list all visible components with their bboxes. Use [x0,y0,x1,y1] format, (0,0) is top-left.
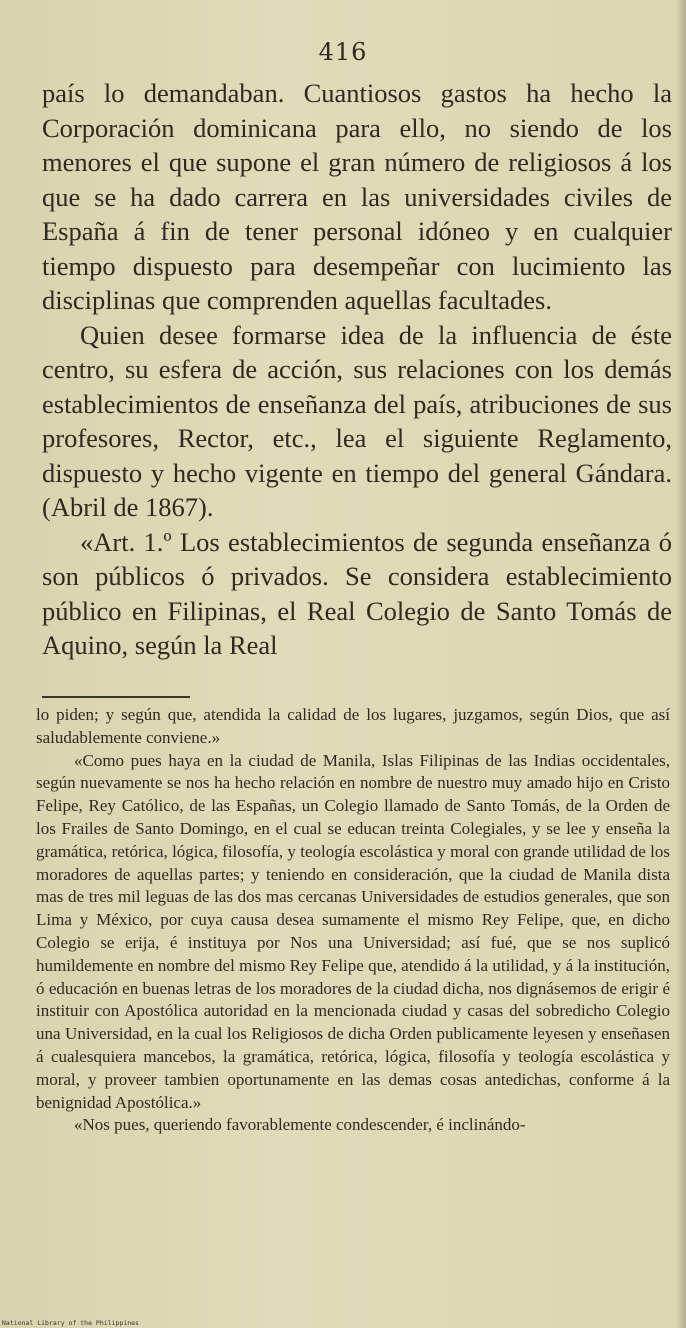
page-edge-shadow [676,0,686,1328]
main-paragraph: «Art. 1.º Los establecimientos de segunda enseñanza ó son públicos ó privados. Se considera establecimiento público en Filipinas, el Real Colegio de Santo Tomás de Aquino, según la Real [42,526,672,660]
main-paragraph: país lo demandaban. Cuantiosos gastos ha hecho la Corporación dominicana para ello, no siendo de los menores el que supone el gran número de religiosos á los que se ha dado carrera en las universidades civiles de España á fin de tener personal idóneo y en cualquier tiempo dispuesto para desempeñar con lucimiento las disciplinas que comprenden aquellas facultades. [42,78,672,315]
footnote-paragraph: «Como pues haya en la ciudad de Manila, Islas Filipinas de las Indias occidentales, según nuevamente se nos ha hecho relación en nombre de nuestro muy amado hijo en Cristo Felipe, Rey Católico, de las Españas, un Colegio llamado de Santo Tomás, de la Orden de los Frailes de Santo Domingo, en el cual se educan treinta Colegiales, y se lee y enseña la gramática, retórica, lógica, filosofía, y teología escolástica y moral con grande utilidad de los moradores de aquellas partes; y teniendo en consideración, que la ciudad de Manila dista mas de tres mil leguas de las dos mas cercanas Universidades de estudios generales, que son Lima y México, por cuya causa desea sumamente el mismo Rey Felipe, que, en dicho Colegio se erija, é instituya por Nos una Universidad; así fué, que se nos suplicó humildemente en nombre del mismo Rey Felipe que, atendido á la utilidad, y á la institución, ó educación en buenas letras de los moradores de la ciudad dicha, nos dignásemos de erigir é instituir con Apostólica autoridad en la mencionada ciudad y casas del sobredicho Colegio una Universidad, en la cual los Religiosos de dicha Orden publicamente leyesen y enseñasen á cualesquiera mancebos, la gramática, retórica, lógica, filosofía y teología escolástica y moral, y proveer tambien oportunamente en las demas cosas antedichas, conforme á la benignidad Apostólica.» [36,750,670,1112]
footnote-paragraph: lo piden; y según que, atendida la calidad de los lugares, juzgamos, según Dios, que así saludablemente conviene.» [36,705,670,747]
footnote-divider [42,696,190,698]
main-paragraph: Quien desee formarse idea de la influencia de éste centro, su esfera de acción, sus relaciones con los demás establecimientos de enseñanza del país, atribuciones de sus profesores, Rector, etc., lea el siguiente Reglamento, dispuesto y hecho vigente en tiempo del general Gándara. (Abril de 1867). [42,319,672,522]
footnote-paragraph: «Nos pues, queriendo favorablemente condescender, é inclinándo- [74,1115,526,1135]
footer-credit: National Library of the Philippines [2,1319,139,1327]
page-number: 416 [318,38,368,66]
footnote-text [36,704,670,1137]
main-text [42,76,672,663]
